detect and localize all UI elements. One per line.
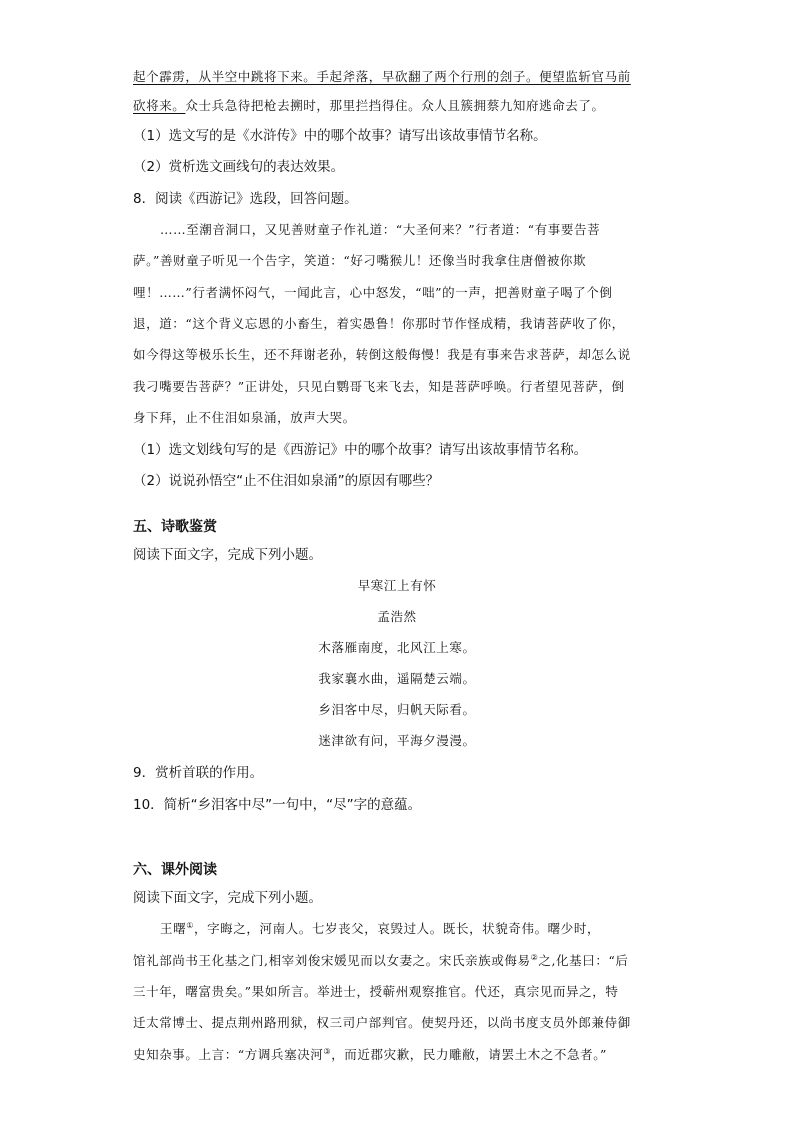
reading-text: 馆礼部尚书王化基之门,相宰刘俊宋媛见而以女妻之。宋氏亲族或侮易 [133,953,531,968]
q7-sub1: （1）选文写的是《水浒传》中的哪个故事？请写出该故事情节名称。 [133,128,547,144]
reading-text: ，字晦之，河南人。七岁丧父，哀毁过人。既长，状貌奇伟。曙少时， [193,921,601,936]
section5-heading: 五、诗歌鉴赏 [133,519,217,535]
poem-line: 我家襄水曲，遥隔楚云端。 [318,671,476,686]
poem-author: 孟浩然 [377,609,417,624]
poem-line: 乡泪客中尽，归帆天际看。 [318,702,476,717]
q8-passage-line: 退，道：“这个背义忘恩的小畜生，着实愚鲁！你那时节作怪成精，我请菩萨收了你， [133,316,625,331]
q9: 9．赏析首联的作用。 [133,765,264,781]
reading-text: 史知杂事。上言：“方调兵塞决河 [133,1047,324,1062]
section6-intro: 阅读下面文字，完成下列小题。 [133,890,322,906]
footnote-marker: ② [530,952,539,962]
q8-sub2: （2）说说孙悟空“止不住泪如泉涌”的原因有哪些？ [133,473,440,489]
passage-line-2 [133,96,605,116]
passage-line-2-rest: 众士兵急待把枪去搠时，那里拦挡得住。众人且簇拥蔡九知府逃命去了。 [185,98,605,113]
q8-title: 8．阅读《西游记》选段，回答问题。 [133,191,358,207]
q10: 10．简析“乡泪客中尽”一句中，“尽”字的意蕴。 [133,797,422,813]
poem-line: 迷津欲有问，平海夕漫漫。 [318,733,476,748]
q8-passage-line: 哩！……”行者满怀闷气，一闻此言，心中怒发，“咄”的一声，把善财童子喝了个倒 [133,285,613,300]
reading-text: 之,化基曰：“后 [538,953,629,968]
poem-line: 木落雁南度，北风江上寒。 [318,640,476,655]
q8-passage-line: 我刁嘴要告菩萨？”正讲处，只见白鹦哥飞来飞去，知是菩萨呼唤。行者望见菩萨，倒 [133,379,625,394]
reading-line [133,951,629,971]
reading-text: 王曙 [160,921,187,936]
q8-sub1: （1）选文划线句写的是《西游记》中的哪个故事？请写出该故事情节名称。 [133,442,588,458]
footnote-marker: ① [186,920,194,930]
q8-passage-line: 萨。”善财童子听见一个告字，笑道：“好刁嘴猴儿！还像当时我拿住唐僧被你欺 [133,253,587,268]
poem-title: 早寒江上有怀 [357,578,437,593]
reading-line [160,919,600,939]
q8-passage-line: ……至潮音洞口，又见善财童子作礼道：“大圣何来？”行者道：“有事要告菩 [160,222,601,237]
q8-passage-line: 如今得这等极乐长生，还不拜谢老孙，转倒这般侮慢！我是有事来告求菩萨，却怎么说 [133,347,631,362]
section5-intro: 阅读下面文字，完成下列小题。 [133,547,322,563]
reading-line [133,1045,607,1065]
q8-passage-line: 身下拜，止不住泪如泉涌，放声大哭。 [133,410,356,425]
reading-line: 三十年，曙富贵矣。”果如所言。举进士，授蕲州观察推官。代还，真宗见而异之，特 [133,984,619,999]
passage-line-1: 起个霹雳，从半空中跳将下来。手起斧落，早砍翻了两个行刑的刽子。便望监斩官马前 [133,69,631,84]
passage-underlined-end: 砍将来。 [133,98,186,113]
reading-text: ，而近郡灾歉，民力雕敝，请罢土木之不急者。” [331,1047,608,1062]
footnote-marker: ③ [323,1046,332,1056]
reading-line: 迁太常博士、提点荆州路刑狱，权三司户部判官。使契丹还，以尚书度支员外郎兼侍御 [133,1015,631,1030]
section6-heading: 六、课外阅读 [133,862,217,878]
q7-sub2: （2）赏析选文画线句的表达效果。 [133,159,345,175]
